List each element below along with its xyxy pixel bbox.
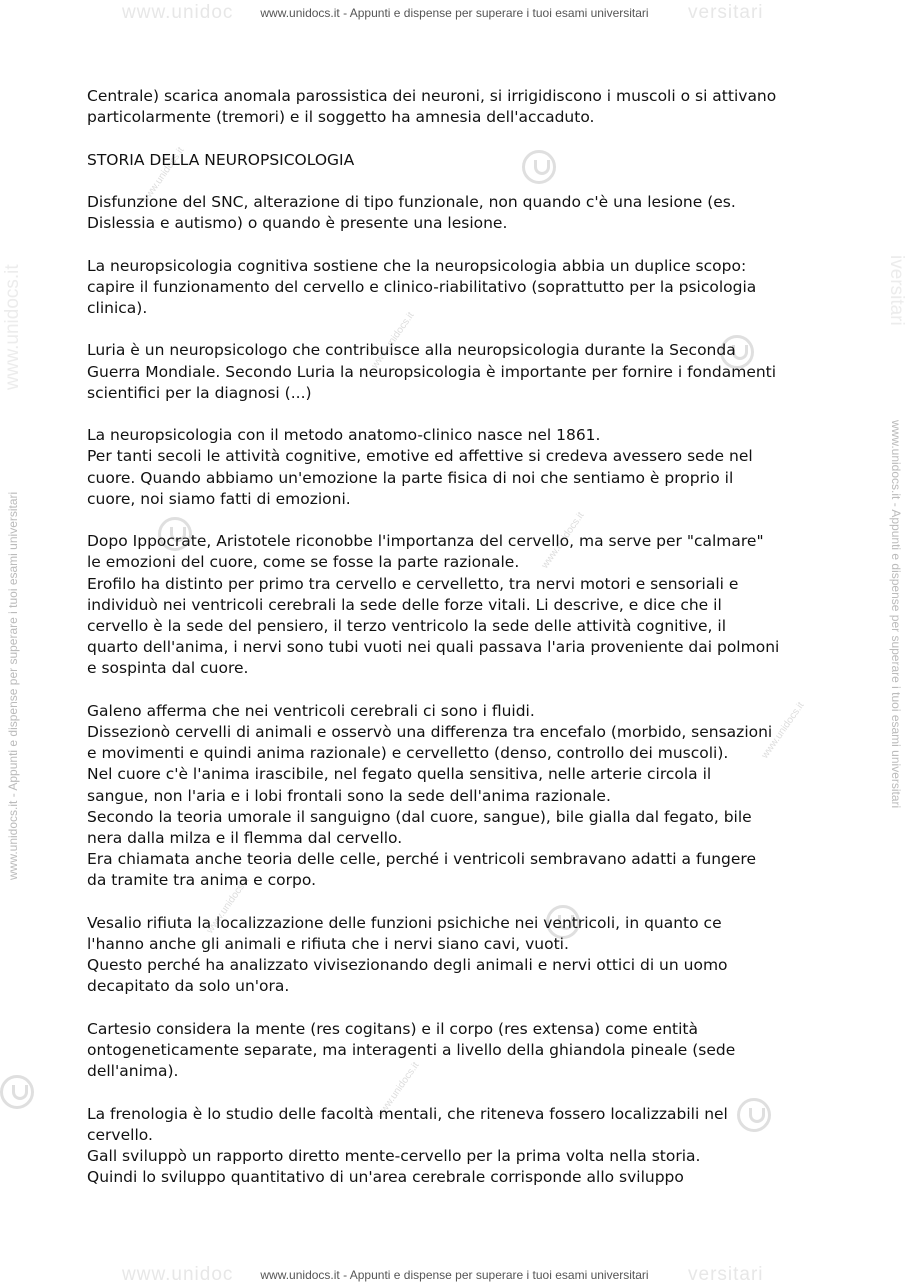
paragraph-luria: Luria è un neuropsicologo che contribuisce alla neuropsicologia durante la Seconda Guerra Mondiale. Secondo Luria la neuropsicologia è importante per fornire i fondamenti scientifici per la diagnosi (...) [87, 341, 777, 402]
side-ghost-watermark-right: iversitari [886, 255, 907, 326]
footer-ghost-watermark-right: versitari [688, 1264, 764, 1285]
paragraph-vesalio: Vesalio rifiuta la localizzazione delle funzioni psichiche nei ventricoli, in quanto ce l'hanno anche gli animali e rifiuta che i nervi siano cavi, vuoti. Questo perché ha analizzato vivisezionando degli animali e nervi ottici di un uomo decapitato da solo un'ora. [87, 913, 728, 996]
diagonal-watermark: www.unidocs.it [369, 310, 417, 371]
paragraph-cartesio: Cartesio considera la mente (res cogitans) e il corpo (res extensa) come entità ontogeneticamente separate, ma interagenti a livello della ghiandola pineale (sede dell'anima). [87, 1019, 736, 1081]
paragraph-snc: Disfunzione del SNC, alterazione di tipo funzionale, non quando c'è una lesione (es. Dislessia e autismo) o quando è presente una lesione. [87, 192, 736, 233]
header-watermark: www.unidocs.it - Appunti e dispense per superare i tuoi esami universitari [260, 6, 649, 20]
diagonal-watermark: www.unidocs.it [204, 875, 252, 936]
unidocs-logo-icon [0, 1075, 34, 1109]
paragraph-frenologia: La frenologia è lo studio delle facoltà mentali, che riteneva fossero localizzabili nel cervello. Gall sviluppò un rapporto diretto mente-cervello per la prima volta nella storia. Quindi lo sviluppo quantitativo di un'area cerebrale corrisponde allo sviluppo [87, 1104, 728, 1187]
footer-ghost-watermark-left: www.unidoc [122, 1264, 234, 1285]
paragraph-cognitive-neuropsychology: La neuropsicologia cognitiva sostiene che la neuropsicologia abbia un duplice scopo: capire il funzionamento del cervello e clinico-riabilitativo (soprattutto per la psicologia clinica). [87, 256, 757, 317]
diagonal-watermark: www.unidocs.it [539, 510, 587, 571]
side-watermark-left: www.unidocs.it - Appunti e dispense per superare i tuoi esami universitari [6, 491, 20, 880]
footer-watermark: www.unidocs.it - Appunti e dispense per superare i tuoi esami universitari [260, 1268, 649, 1282]
side-ghost-watermark-left: www.unidocs.it [2, 264, 23, 390]
paragraph-epilepsy: Centrale) scarica anomala parossistica dei neuroni, si irrigidiscono i muscoli o si attivano particolarmente (tremori) e il soggetto ha amnesia dell'accaduto. [87, 87, 777, 127]
diagonal-watermark: www.unidocs.it [759, 700, 807, 761]
paragraph-aristotle-erofilo: Dopo Ippocrate, Aristotele riconobbe l'importanza del cervello, ma serve per "calmare" le emozioni del cuore, come se fosse la parte razionale. Erofilo ha distinto per primo tra cervello e cervelletto, tra nervi motori e sensoriali e individuò nei ventricoli cerebrali la sede delle forze vitali. Li descrive, e dice che il cervello è la sede del pensiero, il terzo ventricolo la sede delle attività cognitive, il quarto dell'anima, i nervi sono tubi vuoti nei quali passava l'aria proveniente dai polmoni e sospinta dal cuore. [87, 532, 780, 678]
document-body [87, 86, 827, 1210]
diagonal-watermark: www.unidocs.it [374, 1060, 422, 1121]
paragraph-galeno: Galeno afferma che nei ventricoli cerebrali ci sono i fluidi. Dissezionò cervelli di animali e osservò una differenza tra encefalo (morbido, sensazioni e movimenti e quindi anima razionale) e cervelletto (denso, controllo dei muscoli). Nel cuore c'è l'anima irascibile, nel fegato quella sensitiva, nelle arterie circola il sangue, non l'aria e i lobi frontali sono la sede dell'anima razionale. Secondo la teoria umorale il sanguigno (dal cuore, sangue), bile gialla dal fegato, bile nera dalla milza e il flemma dal cervello. Era chiamata anche teoria delle celle, perché i ventricoli sembravano adatti a fungere da tramite tra anima e corpo. [87, 701, 773, 890]
header-ghost-watermark-left: www.unidoc [122, 2, 234, 23]
header-ghost-watermark-right: versitari [688, 2, 764, 23]
section-heading: STORIA DELLA NEUROPSICOLOGIA [87, 150, 355, 169]
paragraph-anatomo-clinical: La neuropsicologia con il metodo anatomo-clinico nasce nel 1861. Per tanti secoli le attività cognitive, emotive ed affettive si credeva avessero sede nel cuore. Quando abbiamo un'emozione la parte fisica di noi che sentiamo è proprio il cuore, noi siamo fatti di emozioni. [87, 426, 753, 508]
diagonal-watermark: www.unidocs.it [139, 145, 187, 206]
side-watermark-right: www.unidocs.it - Appunti e dispense per superare i tuoi esami universitari [889, 420, 903, 809]
